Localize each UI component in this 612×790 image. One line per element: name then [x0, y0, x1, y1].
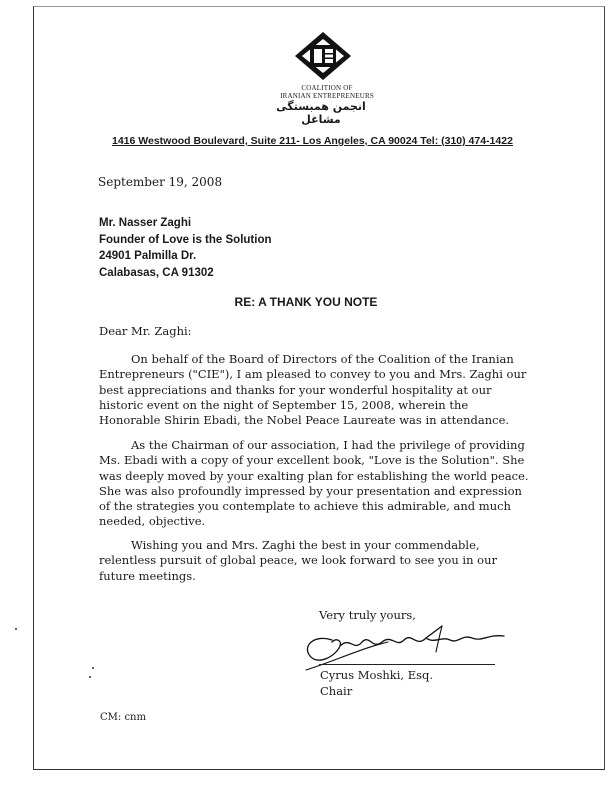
paragraph-line: On behalf of the Board of Directors of the Coalition of the Iranian — [131, 352, 514, 366]
paragraph-line: Ms. Ebadi with a copy of your excellent book, "Love is the Solution". She — [99, 453, 525, 468]
cc-initials: CM: cnm — [100, 712, 146, 723]
closing: Very truly yours, — [319, 608, 416, 622]
paragraph-line: was deeply moved by your exalting plan for establishing the world peace. — [99, 468, 529, 483]
paragraph-line: Wishing you and Mrs. Zaghi the best in your commendable, — [131, 538, 480, 552]
paragraph-line: Honorable Shirin Ebadi, the Nobel Peace Laureate was in attendance. — [99, 413, 510, 428]
scan-speck — [89, 676, 91, 678]
letter-date: September 19, 2008 — [98, 175, 223, 189]
paragraph-line: As the Chairman of our association, I had the privilege of providing — [131, 438, 525, 452]
signature-line — [319, 664, 495, 665]
cie-logo-icon — [293, 30, 353, 82]
scan-speck — [92, 667, 94, 669]
paragraph-line: historic event on the night of September 15, 2008, wherein the — [99, 397, 469, 412]
recipient-name: Mr. Nasser Zaghi — [99, 217, 192, 229]
paragraph-line: of the strategies you contemplate to achieve this admirable, and much — [99, 499, 511, 514]
org-name — [262, 84, 392, 100]
letterhead-address: 1416 Westwood Boulevard, Suite 211- Los Angeles, CA 90024 Tel: (310) 474-1422 — [112, 135, 513, 147]
paragraph-line: Entrepreneurs ("CIE"), I am pleased to convey to you and Mrs. Zaghi our — [99, 367, 527, 382]
paragraph-line: relentless pursuit of global peace, we look forward to see you in our — [99, 553, 497, 568]
org-name-line2: IRANIAN ENTREPRENEURS — [280, 92, 374, 100]
body-paragraph-1 — [99, 352, 527, 428]
paragraph-line: She was also profoundly impressed by your presentation and expression — [99, 483, 522, 498]
body-paragraph-2 — [99, 438, 529, 530]
subject-line: RE: A THANK YOU NOTE — [234, 295, 378, 309]
recipient-title: Founder of Love is the Solution — [99, 233, 272, 246]
paragraph-line: future meetings. — [99, 568, 196, 583]
recipient-street: 24901 Palmilla Dr. — [99, 250, 197, 262]
org-name-line1: COALITION OF — [301, 84, 353, 92]
body-paragraph-3 — [99, 538, 519, 584]
org-name-farsi: انجمن همبستگی مشاغل — [276, 100, 366, 126]
paragraph-line: needed, objective. — [99, 514, 206, 529]
scan-speck — [15, 628, 17, 630]
recipient-block — [99, 215, 272, 281]
recipient-city: Calabasas, CA 91302 — [99, 266, 214, 279]
paragraph-line: best appreciations and thanks for your wonderful hospitality at our — [99, 382, 492, 397]
signer-title: Chair — [320, 684, 353, 698]
signer-name: Cyrus Moshki, Esq. — [320, 668, 434, 682]
salutation: Dear Mr. Zaghi: — [99, 324, 192, 338]
